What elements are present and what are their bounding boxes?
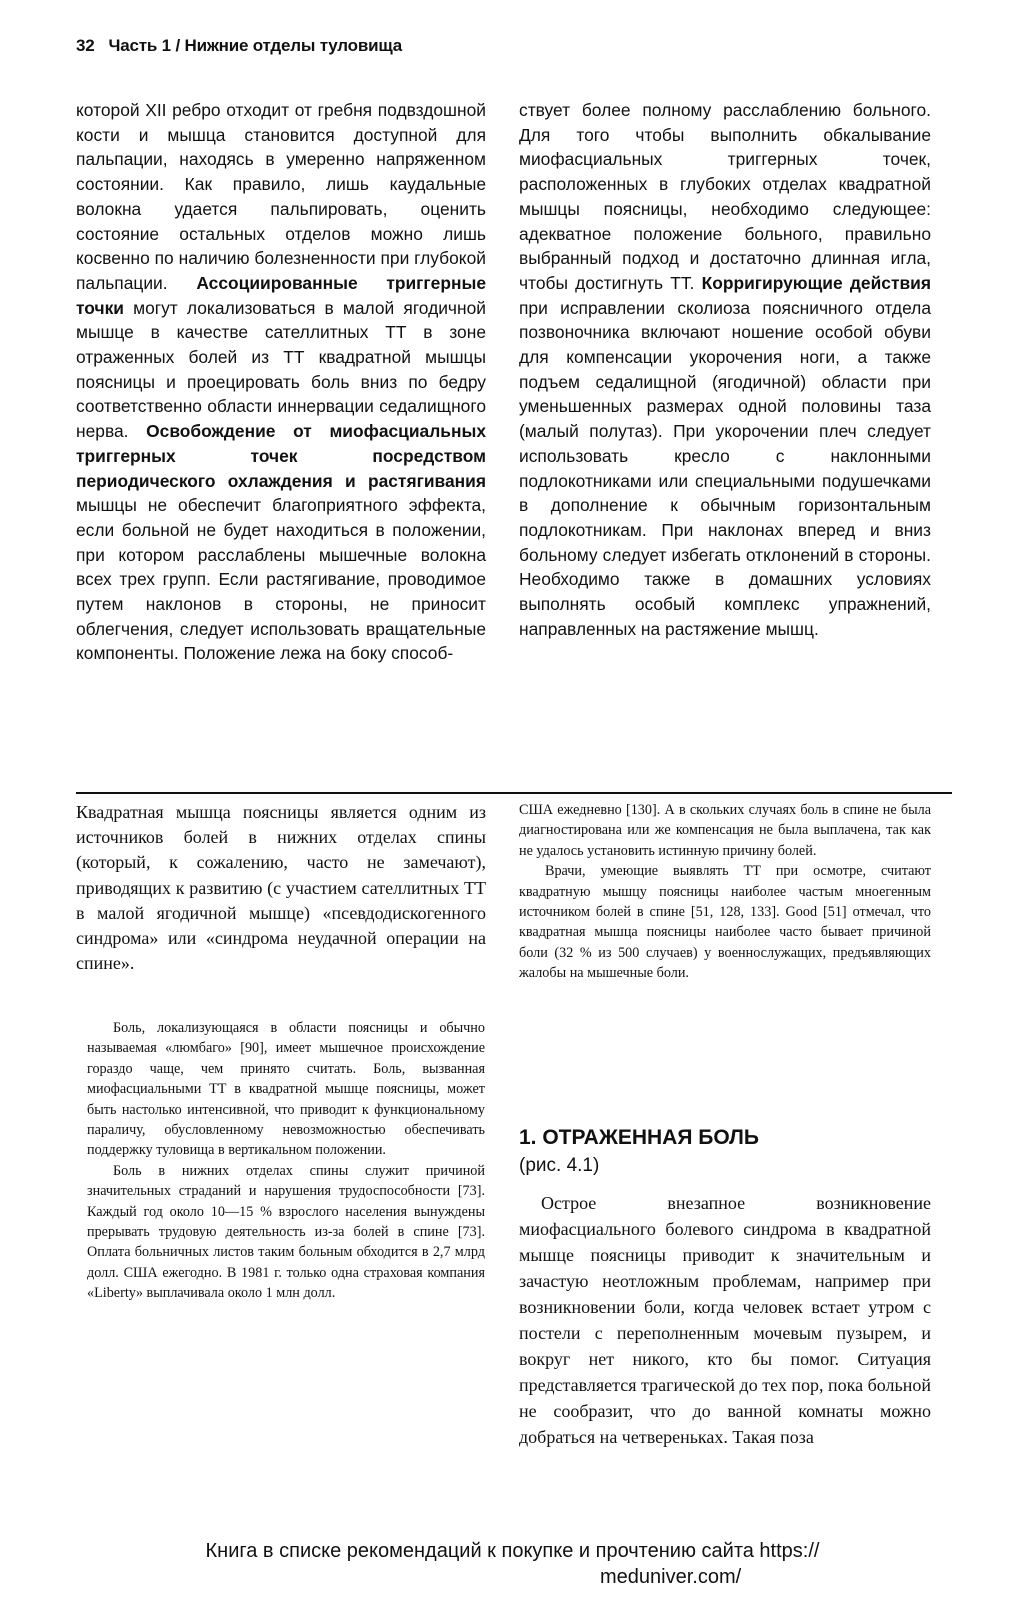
right-small-text [519,800,931,984]
paragraph: США ежедневно [130]. А в скольких случаях боль в спине не была диагностирована или же компенсация не была выплачена, так как не удалось установить истинную причину болей. [519,802,931,859]
left-small-text [87,1018,485,1304]
section-title: 1. ОТРАЖЕННАЯ БОЛЬ [519,1126,759,1149]
paragraph: Врачи, умеющие выявлять ТТ при осмотре, считают квадратную мышцу поясницы наиболее частым мноегенным источником болей в спине [51, 128, 133]. Good [51] отмечал, что квадратная мышца поясницы наиболее часто бывает причиной боли (32 % из 500 случаев) у военнослужащих, предъявляющих жалобы на мышечные боли. [519,863,931,982]
running-header [76,36,402,56]
paragraph: Боль, локализующаяся в области поясницы и обычно называемая «люмбаго» [90], имеет мышечное происхождение гораздо чаще, чем принято считать. Боль, вызванная миофасциальными ТТ в квадратной мышце поясницы, может быть настолько интенсивной, что приводит к функциональному параличу, обусловленному невозможностью обеспечивать поддержку туловища в вертикальном положении. [87,1020,485,1159]
footer-line-2: meduniver.com/ [600,1566,742,1588]
section-divider [76,792,952,794]
footer-watermark [0,1538,1025,1590]
footer-line-1: Книга в списке рекомендаций к покупке и прочтению сайта https:// [205,1540,820,1562]
bold-term-associated-trigger-points: Ассоциированные триггерные точки [76,272,486,318]
section-heading [519,1124,931,1180]
top-left-column [76,98,486,666]
top-right-paragraph: ствует более полному расслаблению больного. Для того чтобы выполнить обкалывание миофасциальных триггерных точек, расположенных в глубоких отделах квадратной мышцы поясницы, необходимо следующее: адекватное положение больного, правильно выбранный подход и достаточно длинная игла, чтобы достигнуть ТТ. Корригирующие действия при исправлении сколиоза поясничного отдела позвоночника включают ношение особой обуви для компенсации укорочения ноги, а также подъем седалищной (ягодичной) области при уменьшенных размерах одной половины таза (малый полутаз). При укорочении плеч следует использовать кресло с наклонными подлокотниками или специальными подушечками в дополнение к обычным горизонтальным подлокотникам. При наклонах вперед и вниз больному следует избегать отклонений в стороны. Необходимо также в домашних условиях выполнять особый комплекс упражнений, направленных на растяжение мышц. [519,100,932,639]
top-left-paragraph: которой XII ребро отходит от гребня подвздошной кости и мышца становится доступной для пальпации, находясь в умеренно напряженном состоянии. Как правило, лишь каудальные волокна удается пальпировать, оценить состояние остальных отделов можно лишь косвенно по наличию болезненности при глубокой пальпации. Ассоциированные триггерные точки могут локализоваться в малой ягодичной мышце в качестве сателлитных ТТ в зоне отраженных болей из ТТ квадратной мышцы поясницы и проецировать боль вниз по бедру соответственно области иннервации седалищного нерва. Освобождение от миофасциальных триггерных точек посредством периодического охлаждения и растягивания мышцы не обеспечит благоприятного эффекта, если больной не будет находиться в положении, при котором расслаблены мышечные волокна всех трех групп. Если растягивание, проводимое путем наклонов в стороны, не приносит облегчения, следует использовать вращательные компоненты. Положение лежа на боку способ- [76,100,486,664]
top-right-column [519,98,931,641]
lead-paragraph: Квадратная мышца поясницы является одним из источников болей в нижних отделах спины (который, к сожалению, часто не замечают), приводящих к развитию (с участием сателлитных ТТ в малой ягодичной мышце) «псевдодискогенного синдрома» или «синдрома неудачной операции на спине». [76,802,486,974]
running-title: Часть 1 / Нижние отделы туловища [108,36,402,55]
bold-term-release: Освобождение от миофасциальных триггерных точек посредством периодического охлаждения и растягивания [76,421,486,491]
page-number: 32 [76,36,95,55]
paragraph: Боль в нижних отделах спины служит причиной значительных страданий и нарушения трудоспособности [73]. Каждый год около 10—15 % взрослого населения вынуждены прерывать трудовую деятельность из-за болей в спине [73]. Оплата больничных листов таким больным обходится в 2,7 млрд долл. США ежегодно. В 1981 г. только одна страховая компания «Liberty» выплачивала около 1 млн долл. [87,1162,485,1302]
section-subtitle: (рис. 4.1) [519,1155,600,1176]
section-body: Острое внезапное возникновение миофасциального болевого синдрома в квадратной мышце поясницы приводит к значительным и зачастую неотложным проблемам, например при возникновении боли, когда человек встает утром с постели с переполненным мочевым пузырем, и вокруг нет никого, кто бы помог. Ситуация представляется трагической до тех пор, пока больной не сообразит, что до ванной комнаты можно добраться на четвереньках. Такая поза [519,1193,931,1447]
bold-term-corrective-actions: Корригирующие действия [701,272,932,293]
